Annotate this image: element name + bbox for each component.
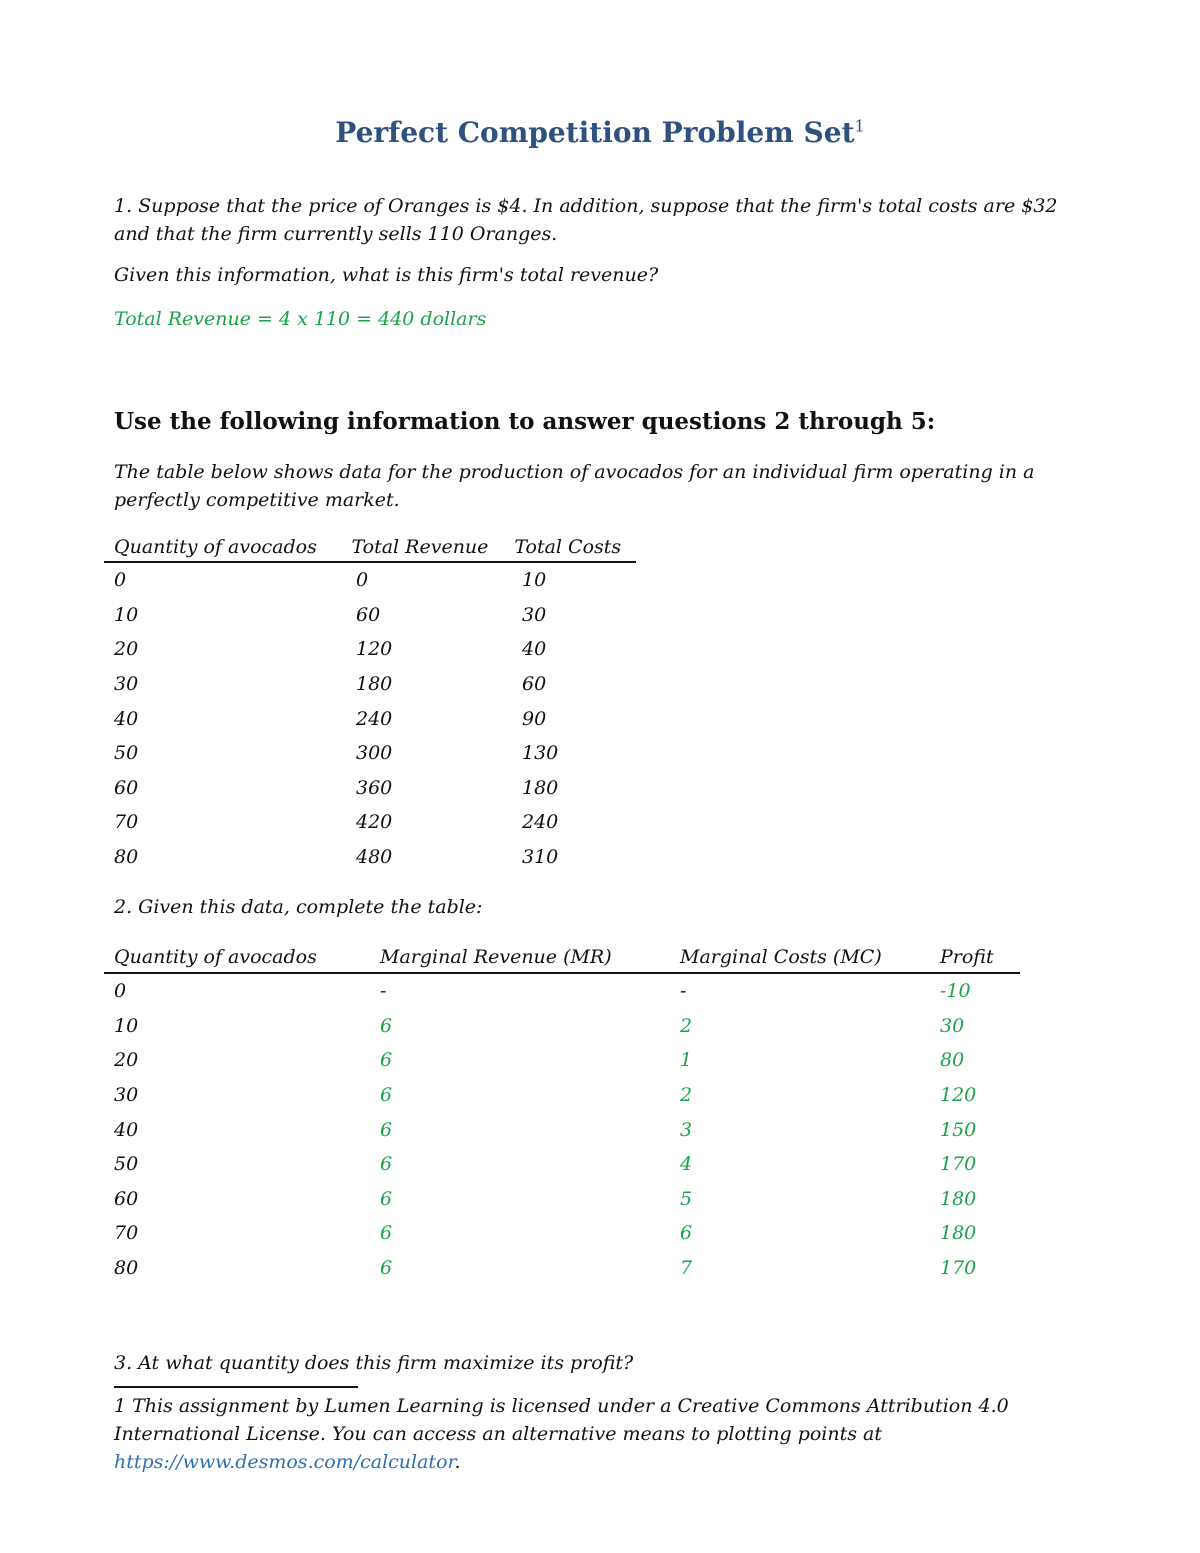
table-cell: 6 <box>380 1084 393 1107</box>
table-cell: 120 <box>940 1084 977 1107</box>
table-row <box>104 598 646 633</box>
page-title: Perfect Competition Problem Set$^1$ <box>335 116 865 149</box>
table-cell: 40 <box>114 707 139 730</box>
table-row <box>104 1043 1020 1078</box>
header-total-revenue: Total Revenue <box>351 536 489 558</box>
question-1-text: 1. Suppose that the price of Oranges is $4. In addition, suppose that the firm's total costs are $32 and that the firm currently sells 110 Oranges. <box>114 195 1058 245</box>
table-cell: 360 <box>356 776 393 799</box>
header-marginal-costs: Marginal Costs (MC) <box>680 946 882 968</box>
table-cell: 20 <box>114 1049 139 1072</box>
footnote <box>114 1392 1074 1476</box>
table-row <box>104 632 646 667</box>
table-cell: 310 <box>522 846 559 869</box>
table-cell: 80 <box>940 1049 965 1072</box>
question-1-prompt: Given this information, what is this firm's total revenue? <box>114 264 659 286</box>
table-cell: 30 <box>940 1014 965 1037</box>
table-cell: 170 <box>940 1257 977 1280</box>
table-cell: 30 <box>114 673 139 696</box>
table-cell: 50 <box>114 1153 139 1176</box>
question-3-text: 3. At what quantity does this firm maximize its profit? <box>114 1352 634 1374</box>
table-cell: 240 <box>522 811 559 834</box>
table-cell: 240 <box>356 707 393 730</box>
header-marginal-revenue: Marginal Revenue (MR) <box>380 946 612 968</box>
table-row <box>104 1078 1020 1113</box>
table-cell: 150 <box>940 1118 977 1141</box>
table-cell: 80 <box>114 846 139 869</box>
table-cell: 420 <box>356 811 393 834</box>
table-cell: 60 <box>522 673 547 696</box>
table-cell: 300 <box>356 742 393 765</box>
table-cell: - <box>380 980 387 1003</box>
table-row <box>104 1112 1020 1147</box>
table-cell: 0 <box>114 569 127 592</box>
table-cell: 50 <box>114 742 139 765</box>
table-cell: 2 <box>680 1084 693 1107</box>
header-quantity: Quantity of avocados <box>114 946 317 968</box>
table-cell: 20 <box>114 638 139 661</box>
table-cell: 5 <box>680 1187 693 1210</box>
table-cell: 6 <box>380 1049 393 1072</box>
table-cell: 40 <box>522 638 547 661</box>
table-cell: 30 <box>114 1084 139 1107</box>
table-cell: 6 <box>380 1118 393 1141</box>
table-cell: 2 <box>680 1014 693 1037</box>
table-cell: 10 <box>114 603 139 626</box>
intro-text: The table below shows data for the production of avocados for an individual firm operating in a perfectly competitive market. <box>114 461 1035 511</box>
table-cell: 70 <box>114 811 139 834</box>
table-cell: 180 <box>940 1187 977 1210</box>
table-cell: 170 <box>940 1153 977 1176</box>
table-row <box>104 667 646 702</box>
table-cell: 6 <box>380 1222 393 1245</box>
table-row <box>104 771 646 806</box>
table-body <box>104 563 646 874</box>
table-row <box>104 701 646 736</box>
table-cell: 3 <box>680 1118 693 1141</box>
avocado-data-table <box>104 533 646 874</box>
table-row <box>104 1251 1020 1286</box>
table-cell: 90 <box>522 707 547 730</box>
table-row <box>104 563 646 598</box>
table-cell: 6 <box>380 1153 393 1176</box>
table-row <box>104 974 1020 1009</box>
table-row <box>104 1009 1020 1044</box>
table-row <box>104 805 646 840</box>
table-cell: 7 <box>680 1257 693 1280</box>
table-cell: 0 <box>356 569 369 592</box>
table-cell: 1 <box>680 1049 693 1072</box>
table-cell: 6 <box>380 1014 393 1037</box>
table-cell: 120 <box>356 638 393 661</box>
table-cell: 30 <box>522 603 547 626</box>
table-cell: -10 <box>940 980 971 1003</box>
table-cell: 6 <box>380 1257 393 1280</box>
table-cell: 180 <box>940 1222 977 1245</box>
header-quantity: Quantity of avocados <box>114 536 317 558</box>
table-cell: 40 <box>114 1118 139 1141</box>
question-2-text: 2. Given this data, complete the table: <box>114 896 483 918</box>
table-cell: 4 <box>680 1153 693 1176</box>
footnote-end: . <box>454 1451 461 1473</box>
table-cell: 6 <box>380 1187 393 1210</box>
table-cell: 0 <box>114 980 127 1003</box>
table-cell: 180 <box>522 776 559 799</box>
table-cell: 180 <box>356 673 393 696</box>
table-row <box>104 1182 1020 1217</box>
table-header <box>104 533 636 563</box>
table-cell: 60 <box>356 603 381 626</box>
table-cell: 480 <box>356 846 393 869</box>
marginal-table <box>104 942 1020 1285</box>
table-header <box>104 942 1020 974</box>
header-profit: Profit <box>940 946 994 968</box>
footnote-divider <box>114 1386 358 1388</box>
table-row <box>104 1147 1020 1182</box>
table-cell: 10 <box>114 1014 139 1037</box>
title-footnote-marker: 1 <box>854 116 865 136</box>
table-row <box>104 840 646 875</box>
table-cell: - <box>680 980 687 1003</box>
table-cell: 60 <box>114 776 139 799</box>
table-cell: 80 <box>114 1257 139 1280</box>
table-cell: 60 <box>114 1187 139 1210</box>
table-cell: 6 <box>680 1222 693 1245</box>
table-cell: 70 <box>114 1222 139 1245</box>
table-cell: 10 <box>522 569 547 592</box>
footnote-text: 1 This assignment by Lumen Learning is licensed under a Creative Commons Attribution 4.0 International License. You can access an alternative means to plotting points at <box>114 1395 1009 1445</box>
header-total-costs: Total Costs <box>514 536 622 558</box>
desmos-link[interactable]: https://www.desmos.com/calculator <box>114 1451 455 1473</box>
section-heading: Use the following information to answer questions 2 through 5: <box>114 408 936 435</box>
table-body <box>104 974 1020 1285</box>
question-1-answer: Total Revenue = 4 x 110 = 440 dollars <box>114 308 487 330</box>
table-row <box>104 1216 1020 1251</box>
table-cell: 130 <box>522 742 559 765</box>
table-row <box>104 736 646 771</box>
